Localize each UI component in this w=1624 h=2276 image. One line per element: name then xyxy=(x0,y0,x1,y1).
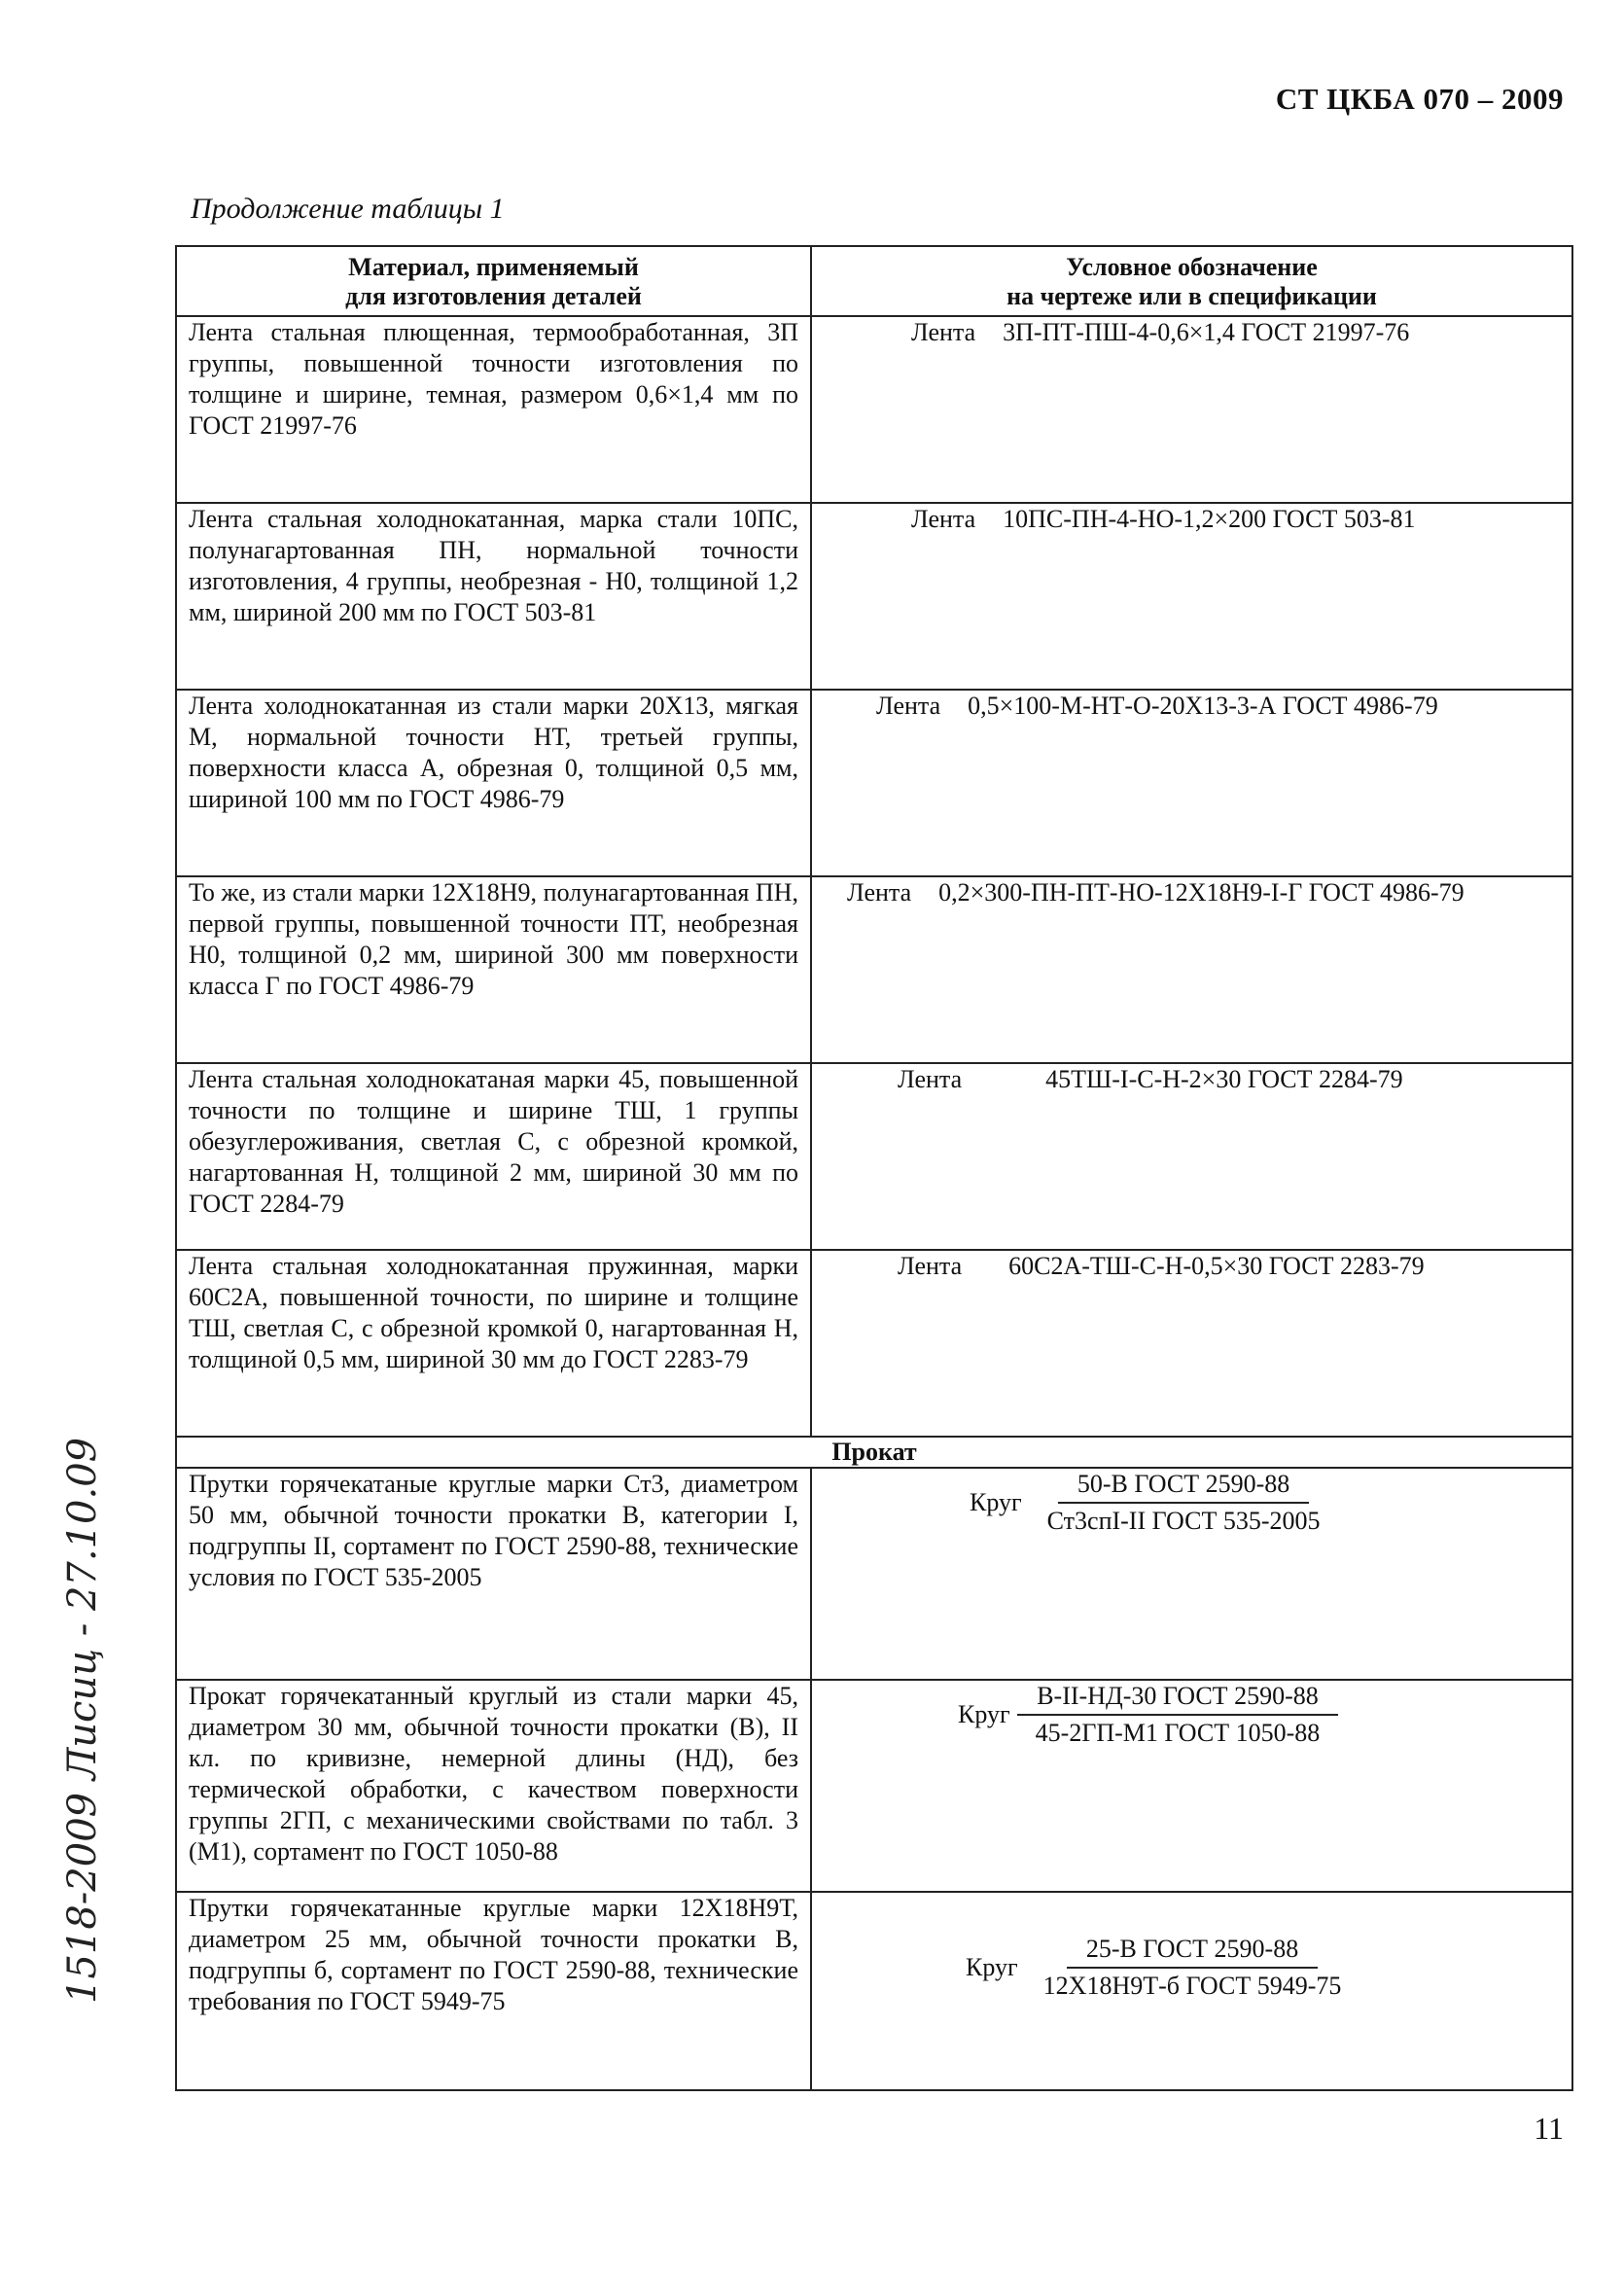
fraction-denominator: 45-2ГП-М1 ГОСТ 1050-88 xyxy=(1035,1719,1321,1747)
designation-cell xyxy=(811,503,1572,690)
designation-cell xyxy=(811,316,1572,503)
column-header-material xyxy=(176,246,811,316)
column-header-material-line1: Материал, применяемый xyxy=(348,253,639,281)
designation-word: Круг xyxy=(966,1953,1018,1981)
designation-fraction xyxy=(1028,1469,1340,1537)
designation-cell xyxy=(811,1250,1572,1437)
material-cell: Лента стальная плющенная, термообработанная, 3П группы, повышенной точности изготовления по толщине и ширине, темная, размером 0,6×1,4 мм по ГОСТ 21997-76 xyxy=(176,316,811,503)
material-cell: Прутки горячекатанные круглые марки 12Х18Н9Т, диаметром 25 мм, обычной точности прокатки В, подгруппы б, сортамент по ГОСТ 2590-88, технические требования по ГОСТ 5949-75 xyxy=(176,1892,811,2090)
material-cell: Прокат горячекатанный круглый из стали марки 45, диаметром 30 мм, обычной точности прокатки (В), II кл. по кривизне, немерной длины (НД), без термической обработки, с качеством поверхности группы 2ГП, с механическими свойствами по табл. 3 (М1), сортамент по ГОСТ 1050-88 xyxy=(176,1680,811,1892)
table-row xyxy=(176,690,1572,876)
column-header-material-line2: для изготовления деталей xyxy=(345,282,642,310)
designation-cell xyxy=(811,690,1572,876)
material-cell: То же, из стали марки 12Х18Н9, полунагартованная ПН, первой группы, повышенной точности ПТ, необрезная Н0, толщиной 0,2 мм, шириной 300 мм поверхности класса Г по ГОСТ 4986-79 xyxy=(176,876,811,1063)
column-header-designation-line1: Условное обозначение xyxy=(1066,253,1318,281)
table-caption: Продолжение таблицы 1 xyxy=(191,193,505,225)
table-row xyxy=(176,503,1572,690)
table-row xyxy=(176,1680,1572,1892)
designation-code: 60С2А-ТШ-С-Н-0,5×30 ГОСТ 2283-79 xyxy=(1008,1252,1425,1280)
designation-cell xyxy=(811,1063,1572,1250)
handwritten-margin-note: 1518-2009 Лисиц - 27.10.09 xyxy=(60,1437,105,2004)
table-header-row xyxy=(176,246,1572,316)
material-cell: Лента стальная холоднокатанная, марка стали 10ПС, полунагартованная ПН, нормальной точности изготовления, 4 группы, необрезная - Н0, толщиной 1,2 мм, шириной 200 мм по ГОСТ 503-81 xyxy=(176,503,811,690)
section-row xyxy=(176,1437,1572,1468)
column-header-designation xyxy=(811,246,1572,316)
designation-code: 10ПС-ПН-4-НО-1,2×200 ГОСТ 503-81 xyxy=(1003,505,1416,533)
designation-word: Лента xyxy=(898,1065,963,1093)
section-title: Прокат xyxy=(176,1437,1572,1468)
fraction-denominator: 12Х18Н9Т-б ГОСТ 5949-75 xyxy=(1042,1972,1342,2000)
material-cell: Лента стальная холоднокатаная марки 45, повышенной точности по толщине и ширине ТШ, 1 группы обезуглероживания, светлая С, с обрезной кромкой, нагартованная Н, толщиной 2 мм, шириной 30 мм по ГОСТ 2284-79 xyxy=(176,1063,811,1250)
designation-word: Лента xyxy=(847,878,912,907)
designation-cell xyxy=(811,1892,1572,2090)
designation-word: Лента xyxy=(898,1252,963,1280)
table-row xyxy=(176,876,1572,1063)
designation-word: Круг xyxy=(970,1488,1022,1516)
designation-word: Лента xyxy=(876,692,941,720)
fraction-numerator: 25-В ГОСТ 2590-88 xyxy=(1067,1934,1318,1969)
table-row xyxy=(176,1892,1572,2090)
document-code: СТ ЦКБА 070 – 2009 xyxy=(1275,82,1564,116)
table-row xyxy=(176,1468,1572,1680)
table-row xyxy=(176,1063,1572,1250)
table-row xyxy=(176,316,1572,503)
fraction-denominator: Ст3спI-II ГОСТ 535-2005 xyxy=(1046,1507,1321,1535)
fraction-numerator: 50-В ГОСТ 2590-88 xyxy=(1058,1469,1309,1504)
table-row xyxy=(176,1250,1572,1437)
column-header-designation-line2: на чертеже или в спецификации xyxy=(1006,282,1377,310)
designation-word: Круг xyxy=(958,1700,1010,1728)
material-cell: Лента стальная холоднокатанная пружинная, марки 60С2А, повышенной точности, по ширине и толщине ТШ, светлая С, с обрезной кромкой 0, нагартованная Н, толщиной 0,5 мм, шириной 30 мм до ГОСТ 2283-79 xyxy=(176,1250,811,1437)
designation-fraction xyxy=(1016,1681,1340,1749)
designation-code: 3П-ПТ-ПШ-4-0,6×1,4 ГОСТ 21997-76 xyxy=(1003,318,1410,346)
fraction-numerator: В-II-НД-30 ГОСТ 2590-88 xyxy=(1017,1681,1338,1716)
designation-code: 0,2×300-ПН-ПТ-НО-12Х18Н9-I-Г ГОСТ 4986-79 xyxy=(938,878,1465,907)
designation-word: Лента xyxy=(911,505,976,533)
designation-code: 45ТШ-I-С-Н-2×30 ГОСТ 2284-79 xyxy=(1045,1065,1403,1093)
designation-code: 0,5×100-М-НТ-О-20Х13-3-А ГОСТ 4986-79 xyxy=(968,692,1438,720)
materials-table xyxy=(175,245,1573,2091)
designation-cell xyxy=(811,876,1572,1063)
designation-cell xyxy=(811,1468,1572,1680)
designation-word: Лента xyxy=(911,318,976,346)
page-number: 11 xyxy=(1534,2111,1564,2146)
designation-fraction xyxy=(1024,1934,1361,2002)
material-cell: Лента холоднокатанная из стали марки 20Х13, мягкая М, нормальной точности НТ, третьей группы, поверхности класса А, обрезная 0, толщиной 0,5 мм, шириной 100 мм по ГОСТ 4986-79 xyxy=(176,690,811,876)
material-cell: Прутки горячекатаные круглые марки Ст3, диаметром 50 мм, обычной точности прокатки В, категории I, подгруппы II, сортамент по ГОСТ 2590-88, технические условия по ГОСТ 535-2005 xyxy=(176,1468,811,1680)
designation-cell xyxy=(811,1680,1572,1892)
